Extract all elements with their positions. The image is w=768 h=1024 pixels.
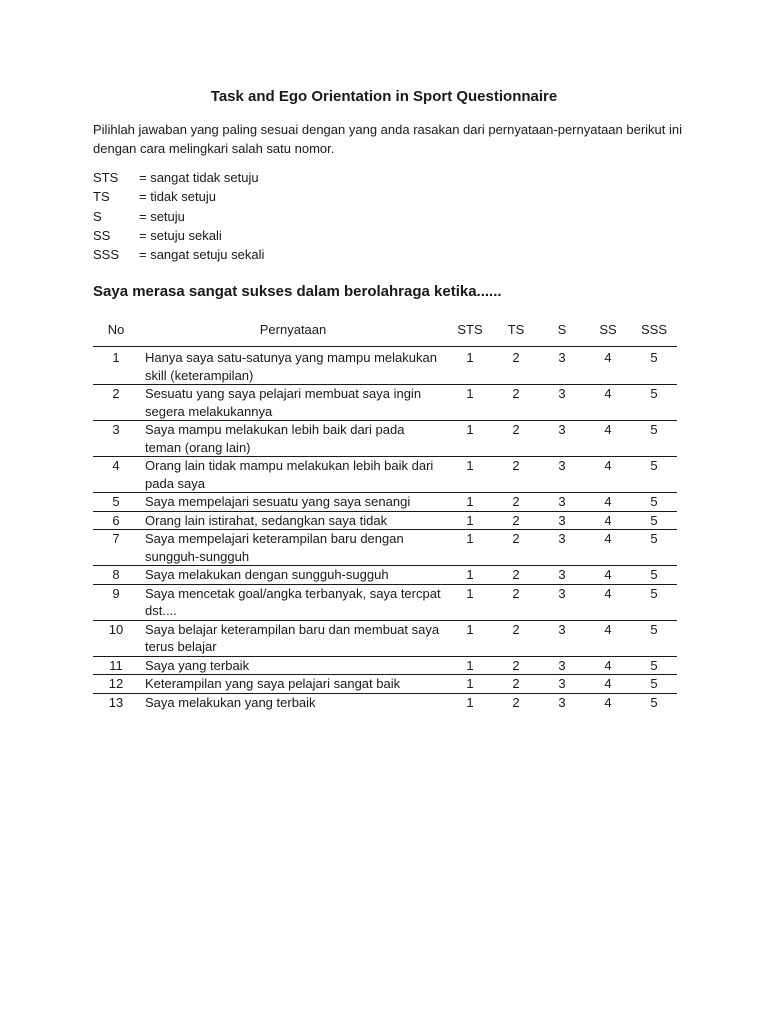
scale-option[interactable]: 4 bbox=[585, 493, 631, 512]
row-number: 10 bbox=[93, 620, 139, 656]
table-row bbox=[93, 421, 677, 457]
legend-meaning: = sangat tidak setuju bbox=[139, 170, 259, 185]
scale-option[interactable]: 5 bbox=[631, 493, 677, 512]
row-number: 9 bbox=[93, 584, 139, 620]
legend-row bbox=[93, 207, 264, 226]
scale-option[interactable]: 2 bbox=[493, 620, 539, 656]
scale-option[interactable]: 1 bbox=[447, 530, 493, 566]
row-number: 8 bbox=[93, 566, 139, 585]
table-row bbox=[93, 693, 677, 711]
row-number: 5 bbox=[93, 493, 139, 512]
scale-option[interactable]: 3 bbox=[539, 675, 585, 694]
statement-text: Keterampilan yang saya pelajari sangat baik bbox=[139, 675, 447, 694]
page-title: Task and Ego Orientation in Sport Questionnaire bbox=[210, 88, 558, 105]
scale-option[interactable]: 4 bbox=[585, 385, 631, 421]
table-row bbox=[93, 620, 677, 656]
statement-text: Saya mencetak goal/angka terbanyak, saya tercpat dst.... bbox=[139, 584, 447, 620]
table-row bbox=[93, 493, 677, 512]
scale-option[interactable]: 4 bbox=[585, 457, 631, 493]
scale-option[interactable]: 3 bbox=[558, 694, 566, 710]
legend-abbreviation: SSS bbox=[93, 247, 120, 263]
table-row bbox=[93, 457, 677, 493]
scale-option[interactable]: 4 bbox=[585, 656, 631, 675]
statement-text: Saya mampu melakukan lebih baik dari pada teman (orang lain) bbox=[139, 421, 447, 457]
scale-option[interactable]: 4 bbox=[585, 584, 631, 620]
scale-option[interactable]: 4 bbox=[585, 347, 631, 385]
header-option: S bbox=[539, 318, 585, 347]
scale-option[interactable]: 3 bbox=[539, 493, 585, 512]
scale-option[interactable]: 2 bbox=[512, 694, 520, 710]
scale-option[interactable]: 4 bbox=[585, 675, 631, 694]
scale-option[interactable]: 4 bbox=[585, 530, 631, 566]
scale-option[interactable]: 5 bbox=[631, 385, 677, 421]
table-row bbox=[93, 347, 677, 385]
scale-option[interactable]: 5 bbox=[631, 675, 677, 694]
scale-option[interactable]: 2 bbox=[493, 530, 539, 566]
statement-text: Hanya saya satu-satunya yang mampu melakukan skill (keterampilan) bbox=[139, 347, 447, 385]
header-option: SS bbox=[585, 318, 631, 347]
scale-option[interactable]: 1 bbox=[447, 675, 493, 694]
statement-text: Saya yang terbaik bbox=[139, 656, 447, 675]
scale-option[interactable]: 1 bbox=[447, 566, 493, 585]
header-option: SSS bbox=[631, 318, 677, 347]
questionnaire-table bbox=[93, 318, 677, 711]
scale-option[interactable]: 5 bbox=[631, 620, 677, 656]
header-option: TS bbox=[493, 318, 539, 347]
scale-option[interactable]: 3 bbox=[539, 421, 585, 457]
scale-legend bbox=[93, 168, 264, 264]
statement-text: Sesuatu yang saya pelajari membuat saya ingin segera melakukannya bbox=[139, 385, 447, 421]
legend-row bbox=[93, 226, 264, 245]
scale-option[interactable]: 1 bbox=[447, 511, 493, 530]
table-row bbox=[93, 656, 677, 675]
scale-option[interactable]: 5 bbox=[631, 421, 677, 457]
scale-option[interactable]: 1 bbox=[447, 347, 493, 385]
legend-meaning: = setuju bbox=[139, 208, 185, 224]
row-number: 3 bbox=[93, 421, 139, 457]
row-number: 2 bbox=[93, 385, 139, 421]
scale-option[interactable]: 2 bbox=[493, 421, 539, 457]
scale-option[interactable]: 4 bbox=[585, 421, 631, 457]
row-number: 12 bbox=[93, 675, 139, 694]
scale-option[interactable]: 1 bbox=[447, 584, 493, 620]
scale-option[interactable]: 5 bbox=[650, 694, 658, 710]
section-heading: Saya merasa sangat sukses dalam berolahraga ketika...... bbox=[93, 283, 502, 300]
statement-text: Orang lain istirahat, sedangkan saya tidak bbox=[139, 511, 447, 530]
statement-text: Orang lain tidak mampu melakukan lebih baik dari pada saya bbox=[139, 457, 447, 493]
scale-option[interactable]: 5 bbox=[631, 656, 677, 675]
table-row bbox=[93, 675, 677, 694]
statement-text: Saya melakukan yang terbaik bbox=[145, 694, 316, 710]
scale-option[interactable]: 4 bbox=[585, 566, 631, 585]
table-row bbox=[93, 511, 677, 530]
legend-row bbox=[93, 168, 264, 187]
legend-abbreviation: TS bbox=[93, 189, 110, 205]
legend-abbreviation: SS bbox=[93, 227, 111, 243]
legend-meaning: = setuju sekali bbox=[139, 227, 222, 243]
row-number: 11 bbox=[93, 656, 139, 675]
scale-option[interactable]: 2 bbox=[493, 493, 539, 512]
legend-meaning: = sangat setuju sekali bbox=[139, 247, 265, 263]
scale-option[interactable]: 2 bbox=[493, 675, 539, 694]
header-option: STS bbox=[447, 318, 493, 347]
scale-option[interactable]: 3 bbox=[539, 530, 585, 566]
scale-option[interactable]: 4 bbox=[604, 694, 612, 710]
scale-option[interactable]: 2 bbox=[493, 457, 539, 493]
scale-option[interactable]: 3 bbox=[539, 584, 585, 620]
scale-option[interactable]: 5 bbox=[631, 457, 677, 493]
row-number: 6 bbox=[93, 511, 139, 530]
scale-option[interactable]: 2 bbox=[493, 511, 539, 530]
statement-text: Saya belajar keterampilan baru dan membuat saya terus belajar bbox=[139, 620, 447, 656]
scale-option[interactable]: 1 bbox=[447, 421, 493, 457]
scale-option[interactable]: 1 bbox=[447, 493, 493, 512]
row-number: 1 bbox=[93, 347, 139, 385]
legend-row bbox=[93, 187, 264, 206]
scale-option[interactable]: 1 bbox=[447, 457, 493, 493]
scale-option[interactable]: 1 bbox=[447, 620, 493, 656]
scale-option[interactable]: 3 bbox=[539, 457, 585, 493]
scale-option[interactable]: 1 bbox=[447, 656, 493, 675]
scale-option[interactable]: 5 bbox=[631, 584, 677, 620]
statement-text: Saya melakukan dengan sungguh-sugguh bbox=[139, 566, 447, 585]
scale-option[interactable]: 3 bbox=[539, 566, 585, 585]
scale-option[interactable]: 5 bbox=[631, 347, 677, 385]
scale-option[interactable]: 3 bbox=[539, 656, 585, 675]
header-statement: Pernyataan bbox=[139, 318, 447, 347]
table-row bbox=[93, 566, 677, 585]
scale-option[interactable]: 3 bbox=[539, 385, 585, 421]
scale-option[interactable]: 2 bbox=[493, 566, 539, 585]
table-row bbox=[93, 584, 677, 620]
instructions-text: Pilihlah jawaban yang paling sesuai dengan yang anda rasakan dari pernyataan-pernyataan berikut ini dengan cara melingkari salah satu nomor. bbox=[93, 122, 683, 156]
table-row bbox=[93, 385, 677, 421]
legend-abbreviation: S bbox=[93, 208, 102, 224]
row-number: 13 bbox=[108, 694, 124, 710]
table-row bbox=[93, 530, 677, 566]
scale-option[interactable]: 3 bbox=[539, 347, 585, 385]
scale-option[interactable]: 1 bbox=[447, 385, 493, 421]
scale-option[interactable]: 1 bbox=[466, 694, 474, 710]
scale-option[interactable]: 2 bbox=[493, 656, 539, 675]
statement-text: Saya mempelajari sesuatu yang saya senangi bbox=[139, 493, 447, 512]
statement-text: Saya mempelajari keterampilan baru dengan sungguh-sungguh bbox=[139, 530, 447, 566]
table-header-row bbox=[93, 318, 677, 347]
scale-option[interactable]: 5 bbox=[631, 530, 677, 566]
scale-option[interactable]: 3 bbox=[539, 620, 585, 656]
legend-abbreviation: STS bbox=[93, 170, 119, 185]
scale-option[interactable]: 5 bbox=[631, 511, 677, 530]
legend-meaning: = tidak setuju bbox=[139, 189, 216, 205]
header-no: No bbox=[93, 318, 139, 347]
scale-option[interactable]: 5 bbox=[631, 566, 677, 585]
legend-row bbox=[93, 245, 264, 264]
row-number: 4 bbox=[93, 457, 139, 493]
scale-option[interactable]: 2 bbox=[493, 584, 539, 620]
scale-option[interactable]: 4 bbox=[585, 511, 631, 530]
scale-option[interactable]: 4 bbox=[585, 620, 631, 656]
row-number: 7 bbox=[93, 530, 139, 566]
scale-option[interactable]: 3 bbox=[539, 511, 585, 530]
scale-option[interactable]: 2 bbox=[493, 347, 539, 385]
scale-option[interactable]: 2 bbox=[493, 385, 539, 421]
